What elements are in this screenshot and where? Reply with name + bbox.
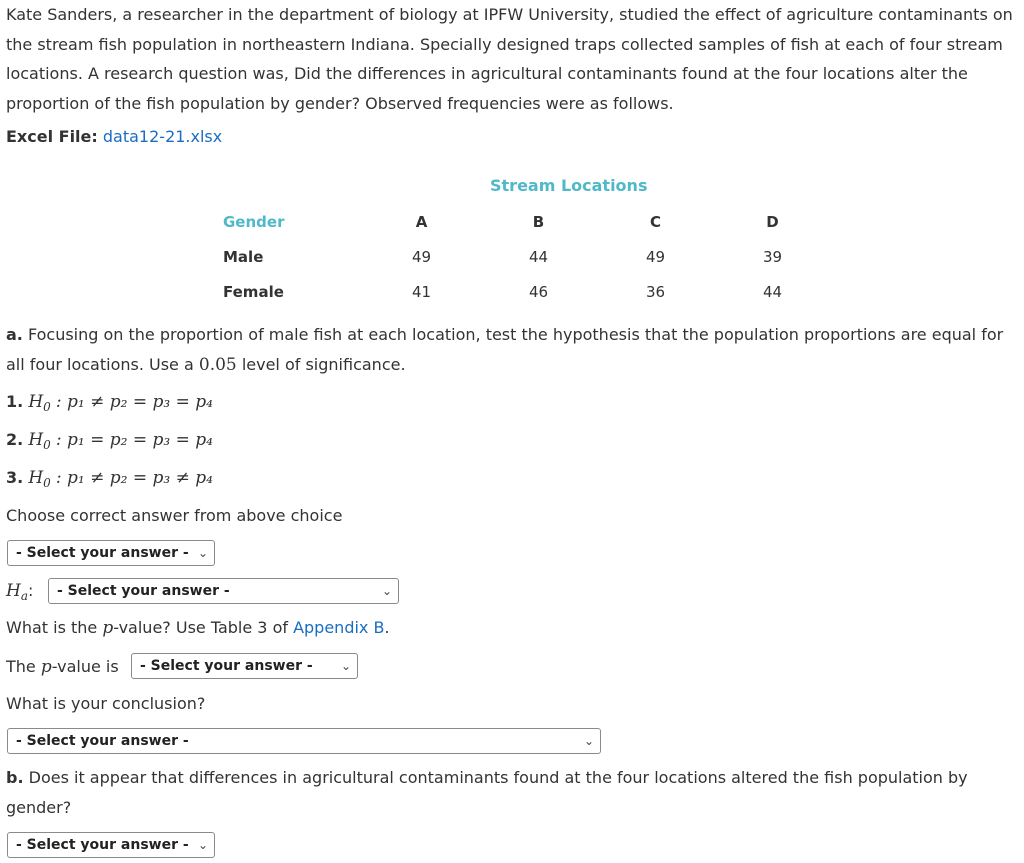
ha-row bbox=[6, 578, 33, 609]
chevron-down-icon: ⌄ bbox=[381, 584, 392, 598]
alpha-value: 0.05 bbox=[198, 354, 237, 375]
choice-number: 1. bbox=[6, 392, 24, 411]
choice-h-sub: 0 bbox=[43, 438, 51, 453]
table-cell: 49 bbox=[645, 247, 666, 266]
pvalue-select[interactable] bbox=[131, 653, 358, 679]
select-value: - Select your answer - bbox=[16, 733, 189, 749]
part-a-text-after: level of significance. bbox=[241, 354, 406, 374]
chevron-down-icon: ⌄ bbox=[197, 838, 208, 852]
hypothesis-choice-1 bbox=[6, 390, 213, 419]
choice-h: H bbox=[28, 392, 44, 412]
conclusion-select[interactable] bbox=[7, 728, 601, 754]
table-cell: 44 bbox=[762, 282, 783, 301]
ha-sub: a bbox=[20, 589, 28, 604]
choice-h: H bbox=[28, 430, 44, 450]
conclusion-question: What is your conclusion? bbox=[6, 694, 206, 713]
table-cell: 41 bbox=[411, 282, 432, 301]
excel-file-label: Excel File: bbox=[6, 127, 98, 146]
column-header: A bbox=[415, 212, 428, 231]
part-b-text: Does it appear that differences in agricultural contaminants found at the four locations altered the fish population by gender? bbox=[6, 768, 968, 817]
choice-expression: : p₁ = p₂ = p₃ = p₄ bbox=[55, 430, 213, 450]
excel-file-link[interactable]: data12-21.xlsx bbox=[102, 127, 223, 146]
pvalue-label-p: p bbox=[40, 657, 52, 677]
select-value: - Select your answer - bbox=[57, 583, 230, 599]
excel-file-line bbox=[6, 126, 222, 148]
stream-locations-title: Stream Locations bbox=[490, 176, 648, 195]
chevron-down-icon: ⌄ bbox=[583, 734, 594, 748]
table-cell: 46 bbox=[528, 282, 549, 301]
choice-expression: : p₁ ≠ p₂ = p₃ = p₄ bbox=[55, 392, 213, 412]
part-a-text-before: Focusing on the proportion of male fish at each location, test the hypothesis that the population proportions are equal for all four locations. Use a bbox=[6, 325, 1004, 374]
h0-choice-select[interactable] bbox=[7, 540, 215, 566]
table-row bbox=[215, 239, 831, 274]
choose-prompt: Choose correct answer from above choice bbox=[6, 506, 343, 525]
select-value: - Select your answer - bbox=[16, 837, 189, 853]
hypothesis-choice-3 bbox=[6, 466, 213, 495]
part-a-question bbox=[6, 320, 1016, 380]
pvalue-q-mid: -value? Use Table 3 of bbox=[113, 618, 288, 637]
table-cell: 39 bbox=[762, 247, 783, 266]
pvalue-q-before: What is the bbox=[6, 618, 98, 637]
table-header-row bbox=[215, 204, 831, 239]
choice-h-sub: 0 bbox=[43, 400, 51, 415]
part-b-question bbox=[6, 763, 1018, 822]
pvalue-question bbox=[6, 617, 390, 639]
choice-h-sub: 0 bbox=[43, 476, 51, 491]
ha-h: H bbox=[6, 581, 21, 601]
choice-number: 2. bbox=[6, 430, 24, 449]
table-row bbox=[215, 274, 831, 309]
frequency-table bbox=[215, 176, 831, 309]
column-header: D bbox=[766, 212, 779, 231]
pvalue-label bbox=[6, 654, 119, 680]
gender-header: Gender bbox=[223, 212, 285, 231]
hypothesis-choice-2 bbox=[6, 428, 213, 457]
choice-number: 3. bbox=[6, 468, 24, 487]
appendix-b-link[interactable]: Appendix B bbox=[293, 618, 385, 637]
table-cell: 44 bbox=[528, 247, 549, 266]
table-cell: 49 bbox=[411, 247, 432, 266]
row-label: Male bbox=[223, 247, 264, 266]
column-header: B bbox=[532, 212, 545, 231]
table-cell: 36 bbox=[645, 282, 666, 301]
pvalue-q-end: . bbox=[384, 618, 390, 637]
pvalue-label-before: The bbox=[6, 657, 36, 676]
part-b-label: b. bbox=[6, 768, 24, 787]
chevron-down-icon: ⌄ bbox=[340, 659, 351, 673]
choice-h: H bbox=[28, 468, 44, 488]
select-value: - Select your answer - bbox=[140, 658, 313, 674]
pvalue-label-after: -value is bbox=[51, 657, 119, 676]
ha-select[interactable] bbox=[48, 578, 399, 604]
part-b-select[interactable] bbox=[7, 832, 215, 858]
row-label: Female bbox=[223, 282, 284, 301]
ha-colon: : bbox=[27, 581, 34, 600]
select-value: - Select your answer - bbox=[16, 545, 189, 561]
pvalue-q-p: p bbox=[102, 618, 114, 638]
column-header: C bbox=[649, 212, 661, 231]
chevron-down-icon: ⌄ bbox=[197, 546, 208, 560]
intro-paragraph: Kate Sanders, a researcher in the department of biology at IPFW University, studied the effect of agriculture contaminants on the stream fish population in northeastern Indiana. Specially designed traps collected samples of fish at each of four stream locations. A research question was, Did the differences in agricultural contaminants found at the four locations alter the proportion of the fish population by gender? Observed frequencies were as follows. bbox=[6, 5, 1013, 113]
part-a-label: a. bbox=[6, 325, 23, 344]
choice-expression: : p₁ ≠ p₂ = p₃ ≠ p₄ bbox=[55, 468, 213, 488]
